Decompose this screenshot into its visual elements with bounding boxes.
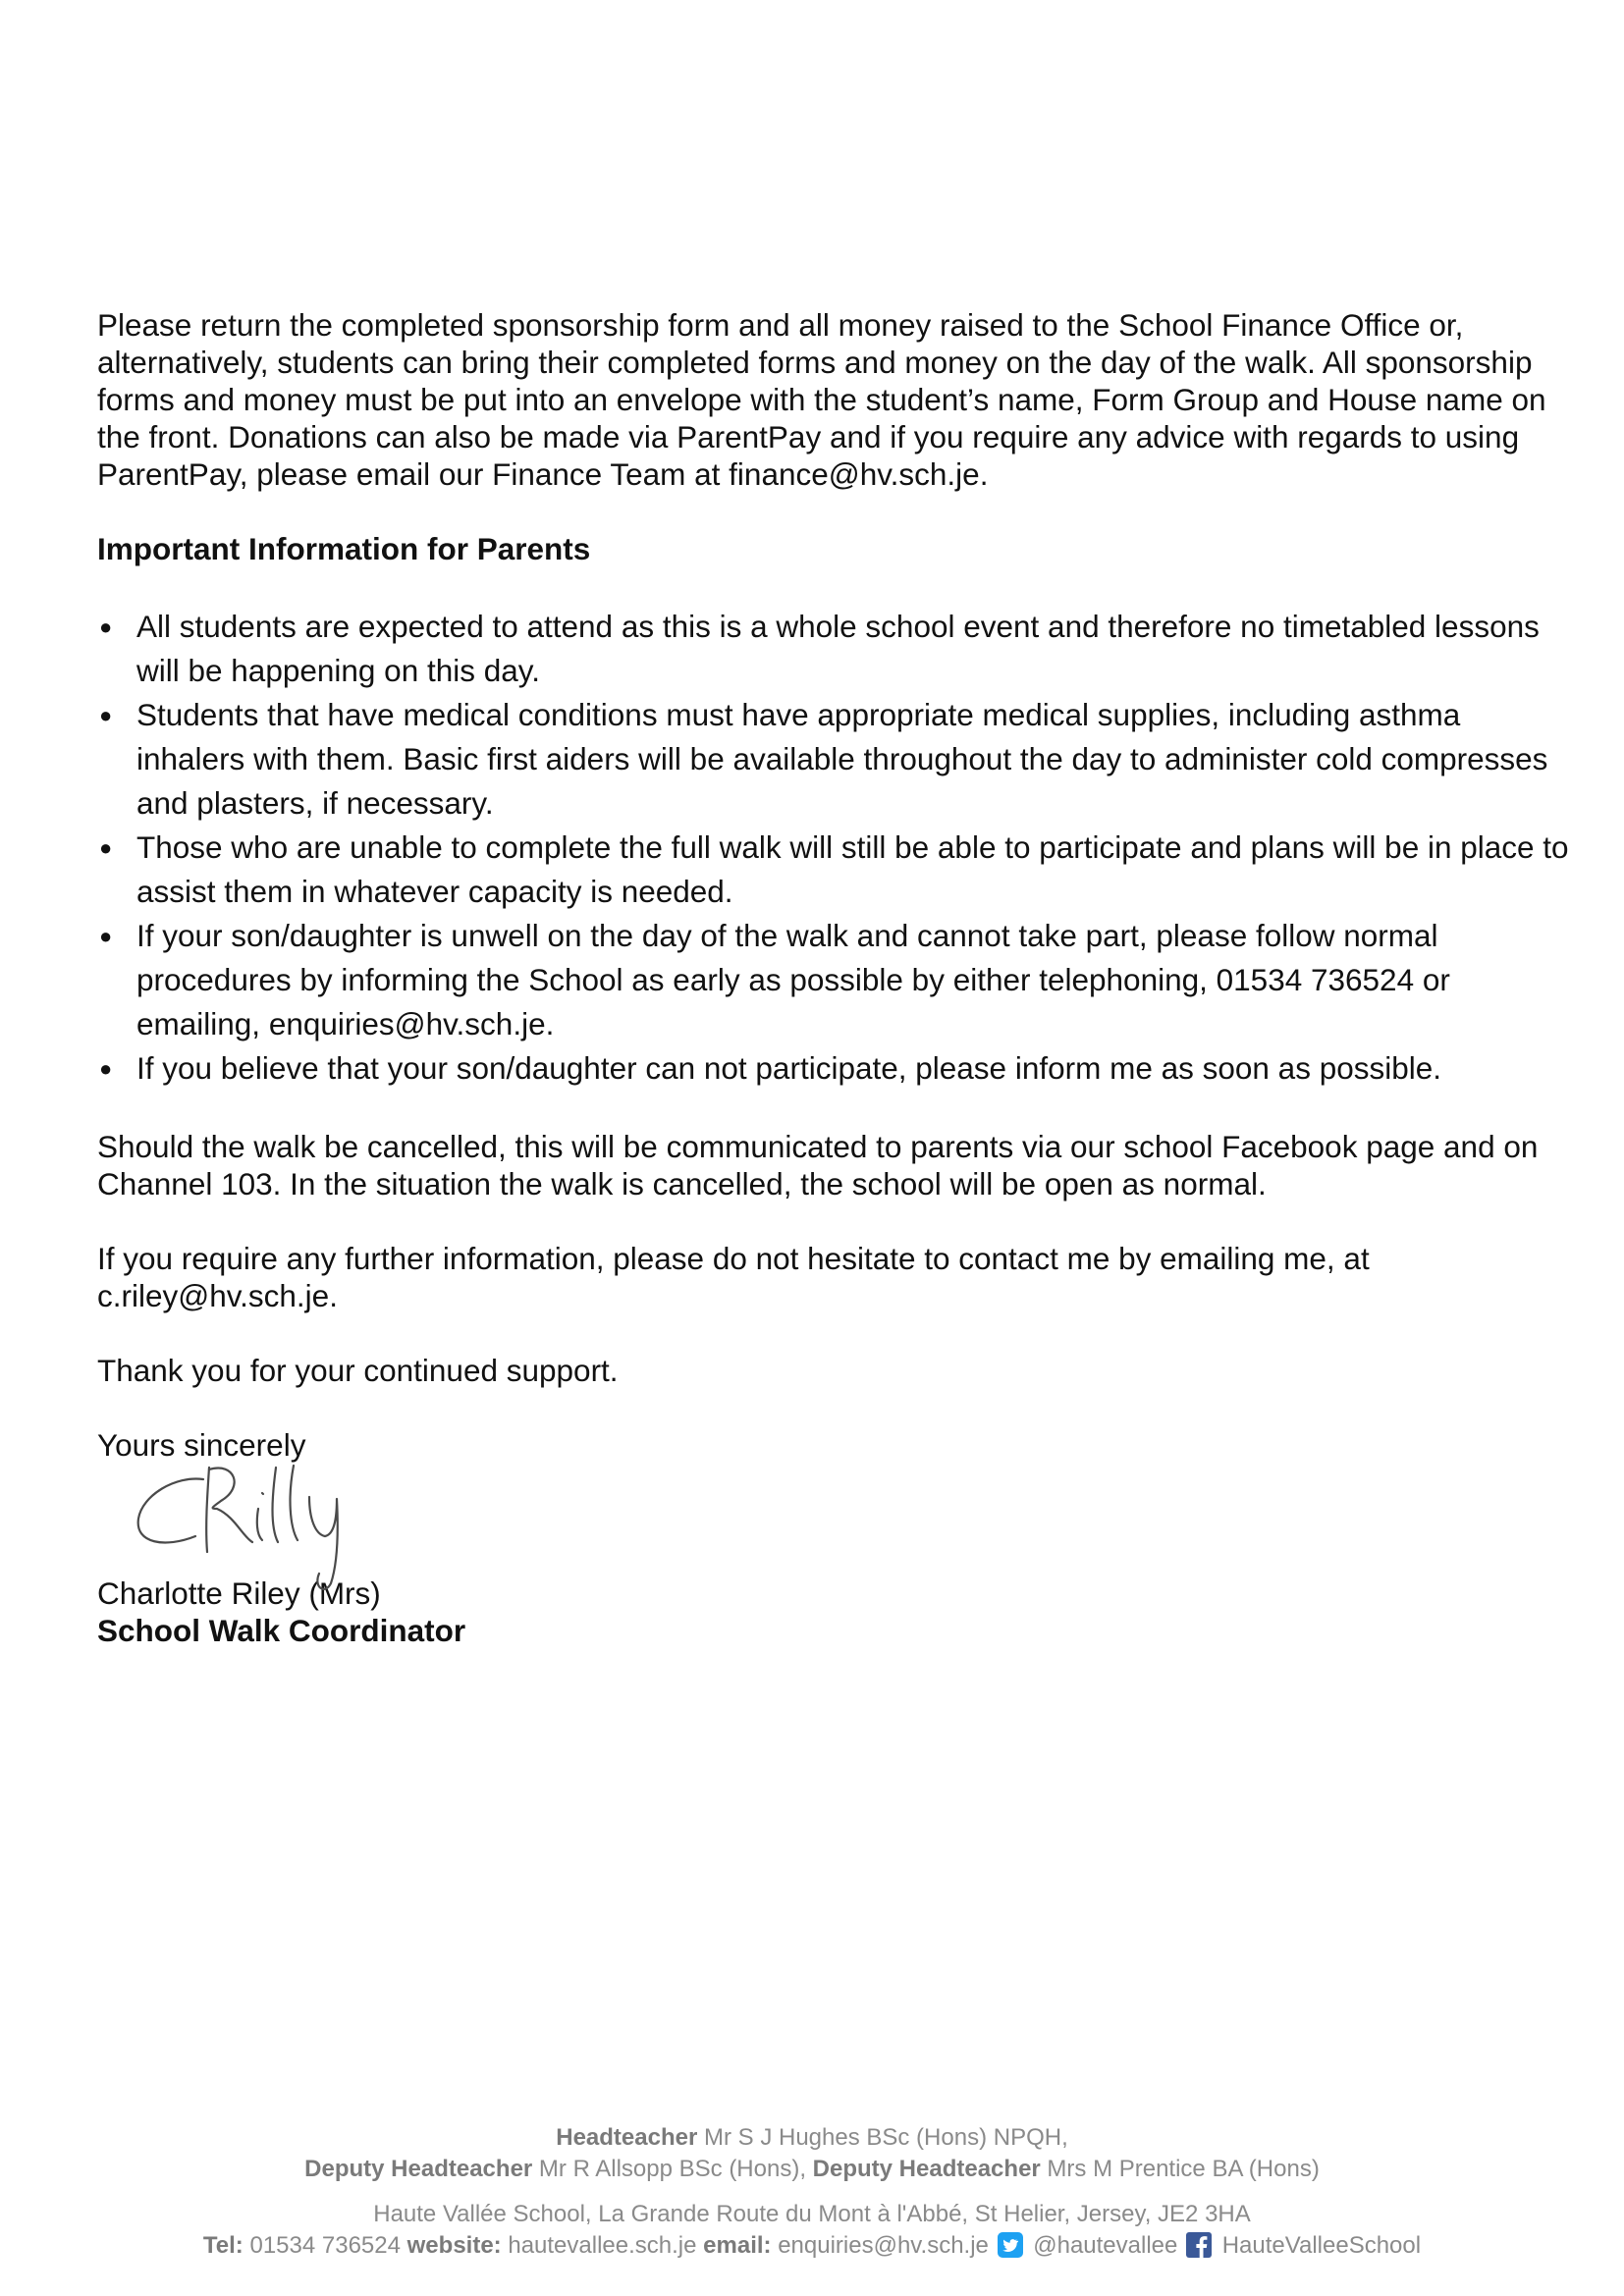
bullet-item: ● Students that have medical conditions must have appropriate medical supplies, including asthma inhalers with them. Basic first aiders will be available throughout the day to administer cold compresses and plasters, if necessary. [97, 693, 1570, 826]
facebook-page[interactable]: HauteValleeSchool [1221, 2232, 1422, 2259]
bullet-icon: ● [99, 703, 113, 727]
cancellation-paragraph: Should the walk be cancelled, this will be communicated to parents via our school Facebook page and on Channel 103. In the situation the walk is cancelled, the school will be open as normal. [97, 1129, 1539, 1201]
bullet-item: ● If you believe that your son/daughter can not participate, please inform me as soon as possible. [97, 1046, 1570, 1091]
bullet-item: ● If your son/daughter is unwell on the day of the walk and cannot take part, please follow normal procedures by informing the School as early as possible by either telephoning, 01534 736524 or emailing, enquiries@hv.sch.je. [97, 914, 1570, 1046]
bullet-icon: ● [99, 835, 113, 860]
twitter-icon [998, 2232, 1023, 2258]
twitter-handle[interactable]: @hautevallee [1033, 2232, 1178, 2259]
footer-contact-line: Tel: 01534 736524 website: hautevallee.sch.je email: enquiries@hv.sch.je @hautevallee HauteValleeSchool [202, 2232, 1422, 2259]
handwritten-signature [127, 1458, 460, 1595]
letter-body [97, 306, 1570, 1649]
facebook-icon [1186, 2232, 1212, 2258]
signature [97, 1462, 1570, 1575]
footer-staff-line-2: Deputy Headteacher Mr R Allsopp BSc (Hons), Deputy Headteacher Mrs M Prentice BA (Hons) [304, 2156, 1320, 2182]
thanks-paragraph: Thank you for your continued support. [97, 1353, 619, 1388]
closing-line: Yours sincerely [97, 1427, 306, 1463]
bullet-item: ● Those who are unable to complete the full walk will still be able to participate and plans will be in place to assist them in whatever capacity is needed. [97, 826, 1570, 914]
phone-number: 01534 736524 [249, 2232, 401, 2259]
footer-address: Haute Vallée School, La Grande Route du Mont à l'Abbé, St Helier, Jersey, JE2 3HA [373, 2201, 1251, 2227]
footer-staff-line-1: Headteacher Mr S J Hughes BSc (Hons) NPQH, [556, 2124, 1068, 2151]
website-link[interactable]: hautevallee.sch.je [508, 2232, 697, 2259]
bullet-icon: ● [99, 924, 113, 948]
bullet-icon: ● [99, 614, 113, 639]
letterhead-footer [0, 2122, 1624, 2262]
further-info-paragraph: If you require any further information, please do not hesitate to contact me by emailing me, at c.riley@hv.sch.je. [97, 1241, 1370, 1313]
signatory-name: Charlotte Riley (Mrs) [97, 1575, 381, 1611]
intro-paragraph: Please return the completed sponsorship form and all money raised to the School Finance Office or, alternatively, students can bring their completed forms and money on the day of the walk. All sponsorship forms and money must be put into an envelope with the student’s name, Form Group and House name on the front. Donations can also be made via ParentPay and if you require any advice with regards to using ParentPay, please email our Finance Team at finance@hv.sch.je. [97, 307, 1546, 492]
section-heading: Important Information for Parents [97, 531, 591, 566]
email-link[interactable]: enquiries@hv.sch.je [778, 2232, 989, 2259]
bullet-icon: ● [99, 1056, 113, 1081]
signatory-role: School Walk Coordinator [97, 1613, 466, 1648]
info-bullet-list [97, 605, 1570, 1091]
bullet-item: ● All students are expected to attend as this is a whole school event and therefore no timetabled lessons will be happening on this day. [97, 605, 1570, 693]
